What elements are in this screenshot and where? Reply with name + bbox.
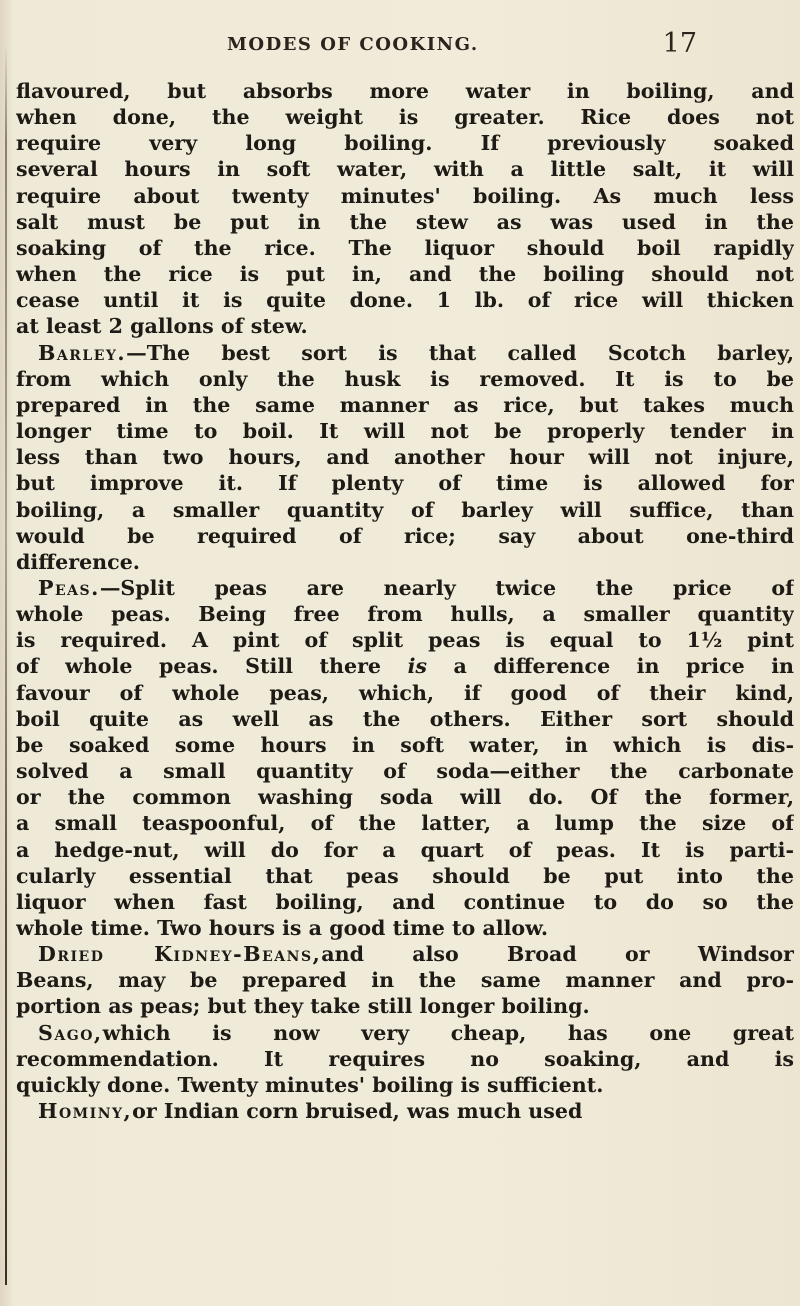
text-line [16,993,794,1019]
line-text: a small teaspoonful, of the latter, a lump the size of [16,811,794,836]
line-text: whole time. Two hours is a good time to allow. [16,916,548,940]
line-text: is required. A pint of split peas is equal to 1½ pint [16,628,794,653]
line-text: —Split peas are nearly twice the price of [99,575,794,600]
text-line [16,680,794,706]
running-head [227,30,697,60]
text-line [16,732,794,758]
text-line [16,1020,794,1046]
line-text: flavoured, but absorbs more water in boiling, and [16,79,794,103]
paragraph-heading: Hominy, [38,1099,133,1124]
text-line [16,1046,794,1072]
text-line [16,497,794,523]
line-text: cularly essential that peas should be put into the [16,863,794,888]
text-line [16,810,794,836]
line-text: longer time to boil. It will not be properly tender in [16,419,794,444]
line-text: which is now very cheap, has one great [102,1020,794,1045]
line-text: —The best sort is that called Scotch barley, [126,340,794,365]
text-line [16,130,794,156]
text-line [16,549,794,575]
line-text: soaking of the rice. The liquor should boil rapidly [16,235,794,260]
text-line [16,104,794,130]
binding-shadow [5,45,7,1285]
text-line [16,313,794,339]
line-text: difference. [16,549,140,574]
line-text: less than two hours, and another hour will not injure, [16,445,794,470]
line-text: when the rice is put in, and the boiling should not [16,262,794,287]
text-line [16,706,794,732]
text-line [16,287,794,313]
text-line [16,889,794,915]
text-line [16,575,794,601]
text-line [16,392,794,418]
line-text: salt must be put in the stew as was used in the [16,209,794,234]
text-line [16,915,794,941]
line-text: whole peas. Being free from hulls, a smaller quantity [16,602,794,627]
text-line [16,261,794,287]
line-text: when done, the weight is greater. Rice does not [16,105,794,130]
page-number: 17 [662,28,697,59]
text-line [16,837,794,863]
text-line [16,863,794,889]
line-text: quickly done. Twenty minutes' boiling is sufficient. [16,1072,604,1097]
line-text: but improve it. If plenty of time is allowed for [16,471,794,496]
line-text: liquor when fast boiling, and continue to do so the [16,889,794,914]
line-text: of whole peas. Still there [16,654,382,679]
line-text: require very long boiling. If previously soaked [16,131,794,156]
text-line [16,601,794,627]
text-line [16,784,794,810]
line-text: from which only the husk is removed. It is to be [16,366,794,391]
paragraph-heading: Dried Kidney-Beans, [38,942,322,967]
text-line [16,444,794,470]
line-text: boiling, a smaller quantity of barley will suffice, than [16,497,794,522]
text-line [16,653,794,679]
text-line [16,235,794,261]
line-text: be soaked some hours in soft water, in which is dis- [16,732,794,757]
text-line [16,758,794,784]
line-text: solved a small quantity of soda—either the carbonate [16,759,794,784]
line-text: boil quite as well as the others. Either sort should [16,706,794,731]
line-text: several hours in soft water, with a little salt, it will [16,157,794,182]
text-line [16,941,794,967]
text-line [16,523,794,549]
line-text: would be required of rice; say about one-third [16,523,794,548]
body-text [16,78,794,1124]
line-text: cease until it is quite done. 1 lb. of rice will thicken [16,288,794,313]
text-line [16,156,794,182]
line-text: or Indian corn bruised, was much used [132,1099,583,1124]
text-line [16,1072,794,1098]
line-text: Beans, may be prepared in the same manner and pro- [16,968,794,993]
line-text: and also Broad or Windsor [321,942,794,967]
italic-emphasis: is [407,654,427,679]
text-line [16,470,794,496]
line-text: a hedge-nut, will do for a quart of peas. It is parti- [16,837,794,862]
line-text: favour of whole peas, which, if good of their kind, [16,680,794,705]
text-line [16,418,794,444]
text-line [16,967,794,993]
line-text: portion as peas; but they take still longer boiling. [16,994,590,1019]
line-text: a difference in price in [453,654,794,679]
text-line [16,78,794,104]
text-line [16,627,794,653]
text-line [16,340,794,366]
line-text: prepared in the same manner as rice, but takes much [16,392,794,417]
text-line [16,1098,794,1124]
line-text: recommendation. It requires no soaking, and is [16,1046,794,1071]
text-line [16,366,794,392]
text-line [16,183,794,209]
paragraph-heading: Sago, [38,1020,103,1045]
line-text: or the common washing soda will do. Of the former, [16,785,794,810]
running-title: MODES OF COOKING. [227,34,479,55]
paragraph-heading: Peas. [38,575,100,600]
line-text: require about twenty minutes' boiling. As much less [16,183,794,208]
text-line [16,209,794,235]
paragraph-heading: Barley. [38,340,127,365]
line-text: at least 2 gallons of stew. [16,314,308,339]
